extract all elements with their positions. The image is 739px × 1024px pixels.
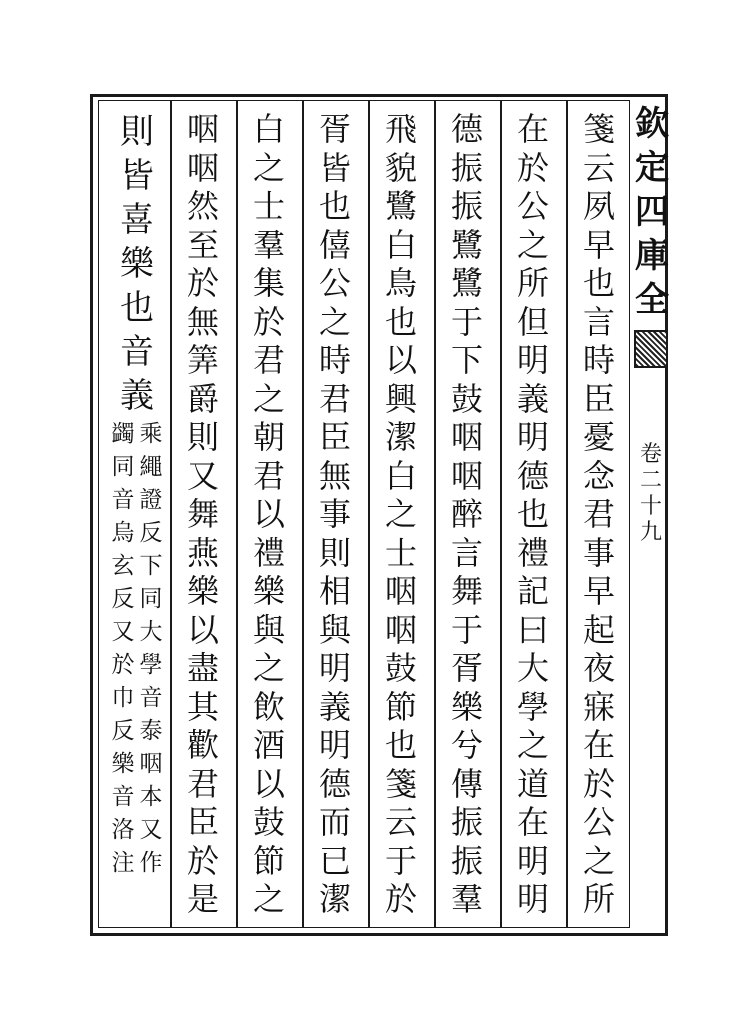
text-column	[374, 110, 428, 922]
text-char: 士	[384, 533, 417, 572]
text-column	[440, 110, 494, 922]
text-char: 憂	[582, 418, 615, 456]
text-char: 也	[384, 302, 417, 341]
text-char: 其	[186, 687, 219, 726]
text-char: 君	[318, 379, 351, 418]
text-char: 也	[582, 264, 615, 302]
text-char: 夙	[582, 187, 615, 225]
text-char: 以	[384, 341, 417, 379]
text-char: 興	[384, 379, 417, 418]
text-char: 以	[186, 610, 219, 649]
text-char: 喜	[120, 200, 154, 240]
text-char: 公	[516, 187, 549, 225]
text-char: 夜	[582, 649, 615, 687]
text-char: 時	[582, 341, 615, 379]
text-char: 之	[384, 495, 417, 533]
text-char: 言	[582, 302, 615, 341]
juan-char: 九	[639, 520, 662, 545]
text-char: 咽	[186, 110, 219, 148]
text-column	[572, 110, 626, 922]
text-char: 又	[186, 456, 219, 495]
text-char: 事	[318, 495, 351, 533]
text-char: 也	[318, 187, 351, 225]
text-char: 也	[120, 288, 154, 328]
text-char: 大	[516, 649, 549, 687]
text-char: 咽	[384, 610, 417, 649]
text-char: 燕	[186, 533, 219, 572]
text-char: 飛	[384, 110, 417, 148]
text-char: 振	[450, 148, 483, 187]
text-char: 明	[516, 341, 549, 379]
text-column	[242, 110, 296, 922]
text-char: 君	[252, 341, 285, 379]
juan-char: 二	[639, 468, 662, 493]
text-char: 明	[318, 726, 351, 764]
text-char: 僖	[318, 225, 351, 264]
annotation-left-line	[110, 418, 136, 880]
text-char: 士	[252, 187, 285, 225]
text-char: 之	[516, 225, 549, 264]
text-char: 巾	[111, 685, 135, 711]
text-char: 蠲	[111, 421, 135, 447]
text-char: 鼓	[252, 803, 285, 841]
text-char: 又	[139, 817, 163, 843]
column-rule	[434, 100, 436, 928]
text-char: 下	[139, 553, 163, 579]
text-char: 則	[120, 112, 154, 152]
text-char: 臣	[186, 803, 219, 841]
text-char: 云	[582, 148, 615, 187]
text-char: 鷺	[384, 187, 417, 225]
text-char: 於	[186, 264, 219, 302]
text-char: 繩	[139, 454, 163, 480]
text-char: 道	[516, 764, 549, 803]
text-char: 以	[252, 495, 285, 533]
text-char: 反	[111, 586, 135, 612]
text-char: 與	[252, 610, 285, 649]
text-char: 臣	[318, 418, 351, 456]
text-char: 盡	[186, 649, 219, 687]
text-char: 注	[111, 850, 135, 876]
text-char: 本	[139, 784, 163, 810]
text-char: 玄	[111, 553, 135, 579]
text-char: 飲	[252, 687, 285, 726]
juan-number	[636, 442, 666, 546]
text-char: 樂	[252, 572, 285, 610]
text-char: 醉	[450, 495, 483, 533]
text-char: 曰	[516, 610, 549, 649]
text-char: 又	[111, 619, 135, 645]
title-char: 四	[635, 192, 669, 232]
text-char: 義	[516, 379, 549, 418]
text-char: 白	[252, 110, 285, 148]
column-rule	[170, 100, 172, 928]
text-char: 則	[318, 533, 351, 572]
text-char: 云	[384, 803, 417, 841]
text-char: 集	[252, 264, 285, 302]
text-char: 樂	[120, 244, 154, 284]
text-char: 至	[186, 225, 219, 264]
text-char: 於	[252, 302, 285, 341]
text-char: 烏	[111, 520, 135, 546]
text-char: 無	[186, 302, 219, 341]
text-char: 樂	[450, 687, 483, 726]
text-char: 在	[582, 726, 615, 764]
text-char: 舞	[450, 572, 483, 610]
text-char: 寐	[582, 687, 615, 726]
text-char: 筭	[186, 341, 219, 379]
text-char: 在	[516, 110, 549, 148]
text-char: 鳥	[384, 264, 417, 302]
text-char: 下	[450, 341, 483, 379]
text-char: 音	[120, 332, 154, 372]
column-rule	[302, 100, 304, 928]
text-char: 於	[186, 841, 219, 880]
text-char: 所	[582, 880, 615, 918]
text-char: 羣	[252, 225, 285, 264]
text-char: 君	[582, 495, 615, 533]
text-char: 德	[450, 110, 483, 148]
text-char: 德	[318, 764, 351, 803]
text-char: 念	[582, 456, 615, 495]
title-char: 庫	[635, 236, 669, 276]
text-char: 歡	[186, 726, 219, 764]
juan-char: 卷	[639, 442, 662, 467]
title-char: 欽	[635, 104, 669, 144]
text-char: 皆	[318, 148, 351, 187]
text-char: 反	[111, 718, 135, 744]
text-char: 起	[582, 610, 615, 649]
text-char: 義	[120, 376, 154, 416]
text-char: 時	[318, 341, 351, 379]
text-char: 兮	[450, 726, 483, 764]
text-char: 之	[318, 302, 351, 341]
text-char: 於	[516, 148, 549, 187]
text-char: 君	[186, 764, 219, 803]
text-char: 泰	[139, 718, 163, 744]
text-char: 大	[139, 619, 163, 645]
text-char: 於	[111, 652, 135, 678]
text-char: 洛	[111, 817, 135, 843]
text-char: 證	[139, 487, 163, 513]
text-char: 明	[516, 841, 549, 880]
text-char: 于	[384, 841, 417, 880]
text-char: 于	[450, 610, 483, 649]
text-char: 以	[252, 764, 285, 803]
text-char: 也	[516, 495, 549, 533]
text-char: 咽	[384, 572, 417, 610]
double-line-annotation	[110, 418, 164, 880]
text-char: 言	[450, 533, 483, 572]
text-char: 公	[318, 264, 351, 302]
text-column	[110, 110, 164, 922]
text-char: 振	[450, 803, 483, 841]
text-char: 之	[582, 841, 615, 880]
text-char: 記	[516, 572, 549, 610]
text-char: 振	[450, 187, 483, 225]
text-char: 君	[252, 456, 285, 495]
text-char: 白	[384, 456, 417, 495]
text-char: 箋	[384, 764, 417, 803]
column-rule	[236, 100, 238, 928]
text-char: 之	[252, 148, 285, 187]
text-char: 胥	[450, 649, 483, 687]
text-char: 之	[252, 379, 285, 418]
title-char: 全	[635, 280, 669, 320]
text-char: 之	[252, 880, 285, 918]
text-char: 於	[384, 880, 417, 918]
text-char: 鷺	[450, 225, 483, 264]
text-column	[176, 110, 230, 922]
text-char: 爵	[186, 379, 219, 418]
text-char: 咽	[139, 751, 163, 777]
text-char: 相	[318, 572, 351, 610]
text-char: 是	[186, 880, 219, 918]
text-char: 同	[111, 454, 135, 480]
text-char: 咽	[450, 456, 483, 495]
text-char: 傳	[450, 764, 483, 803]
column-rule	[500, 100, 502, 928]
text-char: 貌	[384, 148, 417, 187]
text-char: 白	[384, 225, 417, 264]
text-char: 舞	[186, 495, 219, 533]
text-char: 明	[318, 649, 351, 687]
text-char: 學	[516, 687, 549, 726]
text-char: 德	[516, 456, 549, 495]
text-char: 音	[111, 784, 135, 810]
text-char: 箋	[582, 110, 615, 148]
text-char: 反	[139, 520, 163, 546]
text-char: 鼓	[450, 379, 483, 418]
text-char: 皆	[120, 156, 154, 196]
text-char: 也	[384, 726, 417, 764]
text-char: 節	[252, 841, 285, 880]
text-char: 明	[516, 418, 549, 456]
text-column	[308, 110, 362, 922]
text-char: 節	[384, 687, 417, 726]
text-char: 酒	[252, 726, 285, 764]
title-char: 定	[635, 148, 669, 188]
text-char: 同	[139, 586, 163, 612]
text-char: 早	[582, 572, 615, 610]
text-char: 振	[450, 841, 483, 880]
text-char: 但	[516, 302, 549, 341]
text-char: 禮	[516, 533, 549, 572]
book-title-margin	[632, 102, 672, 324]
text-char: 咽	[186, 148, 219, 187]
text-column	[506, 110, 560, 922]
text-char: 早	[582, 225, 615, 264]
text-char: 義	[318, 687, 351, 726]
text-char: 於	[582, 764, 615, 803]
text-char: 之	[252, 649, 285, 687]
column-rule	[368, 100, 370, 928]
text-char: 禮	[252, 533, 285, 572]
text-char: 已	[318, 841, 351, 880]
text-char: 潔	[384, 418, 417, 456]
text-char: 作	[139, 850, 163, 876]
text-char: 音	[111, 487, 135, 513]
text-char: 所	[516, 264, 549, 302]
text-char: 鼓	[384, 649, 417, 687]
text-char: 公	[582, 803, 615, 841]
text-char: 胥	[318, 110, 351, 148]
text-char: 然	[186, 187, 219, 225]
text-char: 于	[450, 302, 483, 341]
fishtail-emblem	[634, 330, 668, 368]
text-char: 無	[318, 456, 351, 495]
text-char: 音	[139, 685, 163, 711]
text-char: 在	[516, 803, 549, 841]
column-rule	[566, 100, 568, 928]
text-char: 朝	[252, 418, 285, 456]
text-char: 事	[582, 533, 615, 572]
text-char: 鷺	[450, 264, 483, 302]
text-char: 潔	[318, 880, 351, 918]
text-char: 明	[516, 880, 549, 918]
text-char: 樂	[111, 751, 135, 777]
text-char: 與	[318, 610, 351, 649]
text-char: 咽	[450, 418, 483, 456]
text-char: 羣	[450, 880, 483, 918]
juan-char: 十	[639, 494, 662, 519]
text-char: 乘	[139, 421, 163, 447]
text-char: 則	[186, 418, 219, 456]
text-char: 而	[318, 803, 351, 841]
text-char: 之	[516, 726, 549, 764]
annotation-right-line	[138, 418, 164, 880]
text-char: 樂	[186, 572, 219, 610]
text-char: 臣	[582, 379, 615, 418]
text-char: 學	[139, 652, 163, 678]
